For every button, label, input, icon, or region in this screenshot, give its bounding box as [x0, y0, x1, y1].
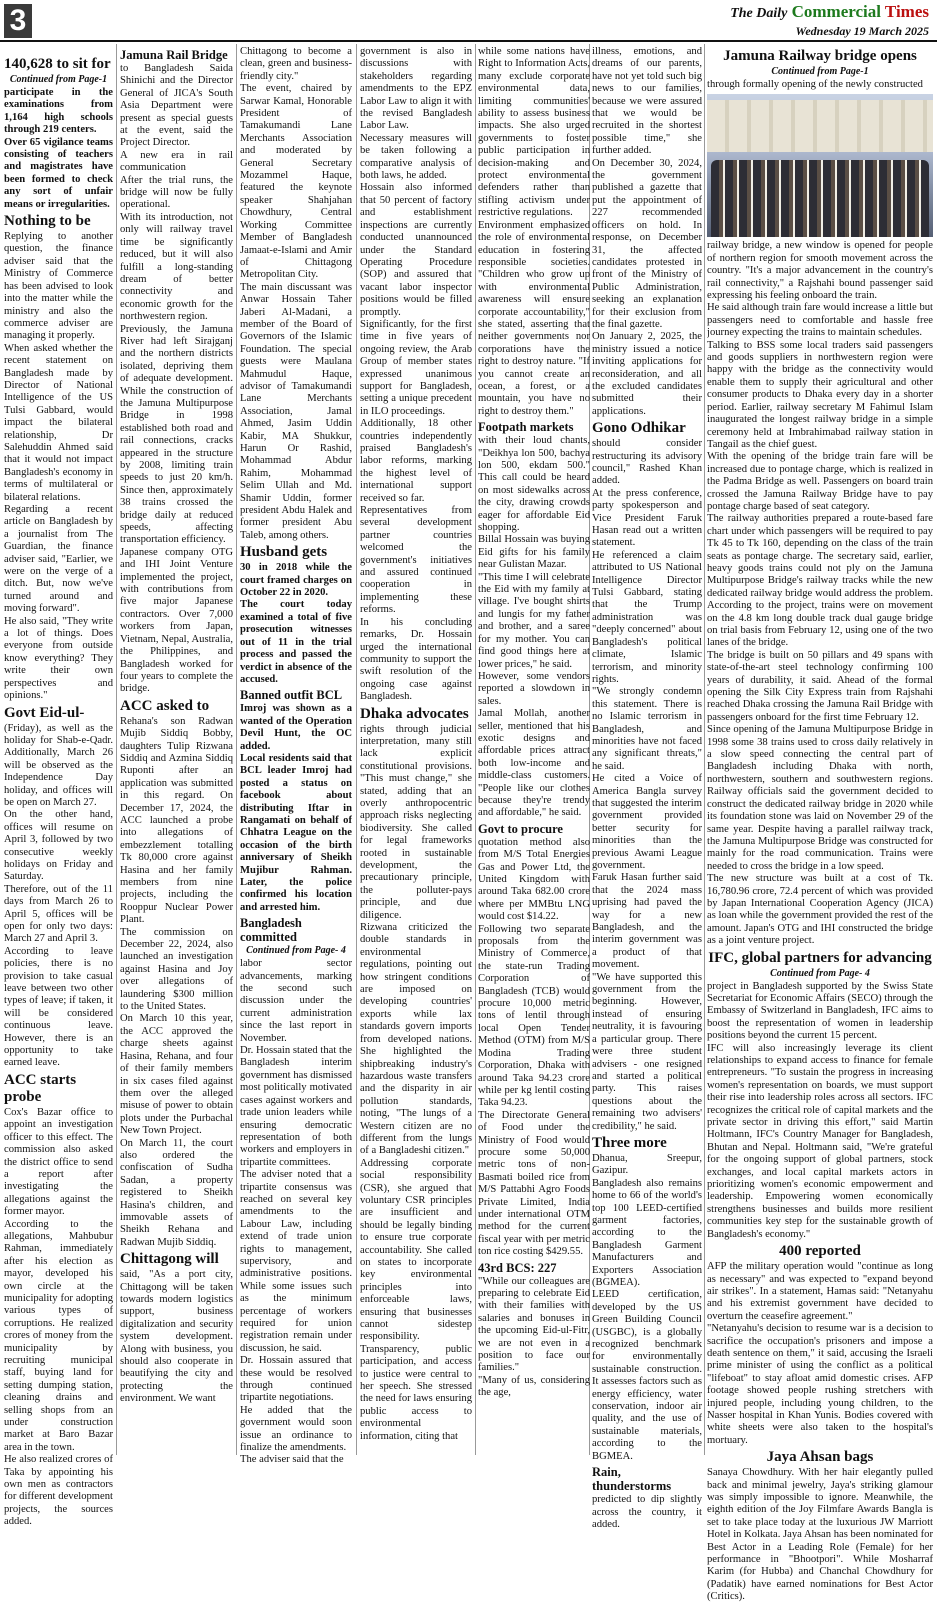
article-paragraph: The adviser noted that a tripartite consensus was reached on several key amendments to the Labour Law, including extend of trade union rights to management, supervisory, and administrative positions. While some issues such as the minimum percentage of workers required for union registration remain under discussion, he said.	[240, 1169, 352, 1354]
article-paragraph: Chittagong to become a clean, green and business-friendly city."	[240, 46, 352, 82]
headline: ACC asked to	[120, 697, 210, 714]
article-paragraph: should consider restructuring its advisory council," Rashed Khan added.	[592, 438, 702, 487]
news-column-2	[120, 46, 233, 1406]
article-paragraph: "This time I will celebrate the Eid with my family at village. I've bought shirts and lungis for my father and brother, and a saree for my mother. You can find good things here at lower prices," he said.	[478, 571, 590, 670]
article-paragraph: The bridge is built on 50 pillars and 49 spans with state-of-the-art steel technology confirming 100 years of durability, it said. Ahead of the formal opening the Silk City Express train from Rajshahi reached Dhaka crossing the Jamuna Rail Bridge with passengers onboard for the first time February 12.	[707, 649, 933, 723]
article-paragraph: to Bangladesh Saida Shinichi and the Director General of JICA's South Asia Department were present as special guests at the event, said the Project Director.	[120, 63, 233, 149]
article-paragraph: Necessary measures will be taken following a comparative analysis of both laws, he added.	[360, 132, 472, 182]
brand-times: Times	[884, 2, 929, 21]
article-paragraph: Over 65 vigilance teams consisting of teachers and magistrates have been formed to check any sort of unfair means or irregularities.	[4, 136, 113, 210]
article-paragraph: Transparency, public participation, and access to justice were central to her speech. She stressed the need for laws ensuring public access to environmental information, citing that	[360, 1343, 472, 1442]
article-paragraph: rights through judicial interpretation, many still lack explicit constitutional provisions. "This must change," she stated, adding that an overly anthropocentric approach risks neglecting biodiversity. She called for legal frameworks rooted in sustainable development, the precautionary principle, the polluter-pays principle, and due diligence.	[360, 723, 472, 921]
headline: Footpath markets	[478, 420, 574, 435]
article-paragraph: With its introduction, not only will railway travel time be significantly reduced, but it will also fulfill a long-standing dream of better connectivity and economic growth for the northwestern region.	[120, 211, 233, 323]
article-paragraph: "While our colleagues are preparing to celebrate Eid with their families with salaries and bonuses in the upcoming Eid-ul-Fitr, we are not even in a position to face our families."	[478, 1275, 590, 1374]
article-paragraph: Imroj was shown as a wanted of the Operation Devil Hunt, the OC added.	[240, 703, 352, 752]
article-paragraph: Rehana's son Radwan Mujib Siddiq Bobby, daughters Tulip Rizwana Siddiq and Azmina Siddiq Ruponti after an application was submitted in this regard. On December 17, 2024, the ACC launched a probe into allegations of embezzlement totalling Tk 80,000 crore against Hasina and her family members from nine projects, including the Rooppur Nuclear Power Plant.	[120, 715, 233, 926]
article-paragraph: Significantly, for the first time in five years of ongoing review, the Arab Group of member states expressed unanimous support for Bangladesh, setting a unique precedent in ILO proceedings.	[360, 318, 472, 417]
column-divider	[236, 44, 237, 1455]
article-paragraph: He said although train fare would increase a little but passengers need to comfortable and hassle free journey expecting the trains to maintain schedules.	[707, 302, 933, 339]
article-paragraph: He added that the government would soon issue an ordinance to finalize the amendments.	[240, 1404, 352, 1454]
article-paragraph: The main discussant was Anwar Hossain Taher Jaberi Al-Madani, a member of the Board of Governors of the Islamic Foundation. The special guests were Maulana Mahmudul Haque, advisor of Tamakumandi Lane Merchants Association, Jamal Ahmed, Jasim Uddin Kabir, MA Shukkur, Harun Or Rashid, Mohammad Abdur Rahim, Mohammad Selim Ullah and Md. Shamir Uddin, former president Abdu Halek and former president Abu Taleb, among others.	[240, 281, 352, 541]
article-paragraph: (Friday), as well as the holiday for Shab-e-Qadr. Additionally, March 26 will be observed as the Independence Day holiday, and offices will be open on March 27.	[4, 722, 113, 808]
article-paragraph: through formally opening of the newly constructed	[707, 79, 923, 90]
article-paragraph: Jamal Mollah, another seller, mentioned that his exotic designs and affordable prices attract both low-income and middle-class customers. "People like our clothes because they're trendy and affordable," he said.	[478, 708, 590, 819]
column-divider	[475, 44, 476, 1455]
header-rule	[0, 40, 937, 42]
headline: IFC, global partners for advancing	[708, 949, 932, 966]
article-paragraph: Hossain also informed that 50 percent of factory and establishment inspections are currently conducted unannounced under the Standard Operating Procedure (SOP) and assured that vacant labor inspector positions would be filled promptly.	[360, 182, 472, 318]
headline: Husband gets	[240, 544, 328, 561]
news-column-7	[707, 46, 933, 1604]
article-paragraph: When asked whether the recent statement on Bangladesh made by Director of National Intelligence of the US Tulsi Gabbard, would impact the bilateral relationship, Dr Salehuddin Ahmed said that it would not impact Bangladesh's economy in terms of multilateral or bilateral relations.	[4, 342, 113, 503]
headline: Jamuna Railway bridge opens	[723, 48, 917, 64]
article-paragraph: Talking to BSS some local traders said passengers and goods suppliers in northwestern region were happy with the bridge as the connectivity would enable them to supply their agricultural and other consumer products to Dhaka every day in a shorter period. Earlier, railway secretary M Fahimul Islam inaugurated the longest railway bridge in a simple ceremony held at Imbrahimabad railway station in Tangail as the chief guest.	[707, 339, 933, 450]
article-paragraph: At the press conference, party spokesperson and Vice President Faruk Hasan read out a written statement.	[592, 487, 702, 549]
article-paragraph: Sanaya Chowdhury. With her hair elegantly pulled back and minimal jewelry, Jaya's striking glamour was simply impossible to ignore. Meanwhile, the eighth edition of the Joy Filmfare Awards Bangla is set to take place today at the luxurious JW Marriott Hotel in Kolkata. Jaya Ahsan has been nominated for Best Actor in a Leading Role (Female) for her performance in "Bhootpori". While Mosharraf Karim (for Hubba) and Chanchal Chowdhury for (Padatik) have earned nominations for Best Actor (Critics).	[707, 1467, 933, 1603]
article-paragraph: 30 in 2018 while the court framed charges on October 22 in 2020.	[240, 562, 352, 599]
article-paragraph: said, "As a port city, Chittagong will be taken towards modern logistics support, business digitalization and security system development. Along with business, you should also cooperate in beautifying the city and protecting the environment. We want	[120, 1269, 233, 1405]
article-paragraph: while some nations have Right to Information Acts, many exclude corporate environmental data, limiting communities' ability to assess business impacts. She also urged governments to foster public participation in decision-making and protect environmental defenders rather than stifling activism under restrictive regulations.	[478, 46, 590, 219]
article-paragraph: After the trial runs, the bridge will now be fully operational.	[120, 174, 233, 211]
article-paragraph: illness, emotions, and dreams of our parents, have not yet told such big news to our families, because we were assured that we would be recruited in the shortest possible time," she further added.	[592, 46, 702, 157]
article-paragraph: labor sector advancements, marking the second such discussion under the current administration since the last report in November.	[240, 958, 352, 1044]
news-column-3	[240, 46, 352, 1467]
article-paragraph: The adviser said that the	[240, 1454, 344, 1466]
article-paragraph: Japanese company OTG and IHI Joint Venture implemented the project, with contributions from five major Japanese contractors. Over 7,000 workers from Japan, Vietnam, Nepal, Australia, the Philippines, and Bangladesh worked for four years to complete the bridge.	[120, 546, 233, 695]
article-paragraph: In his concluding remarks, Dr. Hossain urged the international community to support the swift resolution of the ongoing case against Bangladesh.	[360, 616, 472, 703]
continued-from-note: Continued from Page-1	[9, 74, 108, 85]
headline: Nothing to be	[4, 213, 91, 230]
column-divider	[116, 44, 117, 1455]
article-paragraph: He referenced a claim attributed to US National Intelligence Director Tulsi Gabbard, stating that the Trump administration was "deeply concerned" about Bangladesh's political climate, Islamic terrorism, and minority rights.	[592, 549, 702, 685]
article-paragraph: He cited a Voice of America Bangla survey that suggested the interim government provided better security for minorities than the previous Awami League government.	[592, 773, 702, 871]
column-divider	[704, 44, 705, 1455]
article-paragraph: "Many of us, considering the age,	[478, 1374, 590, 1399]
continued-from-note: Continued from Page- 4	[770, 967, 870, 979]
newspaper-brand	[730, 2, 929, 24]
continued-from-note: Continued from Page-1	[771, 66, 869, 77]
article-paragraph: "Netanyahu's decision to resume war is a decision to sacrifice the occupation's prisoners and impose a death sentence on them," it said, accusing the Israeli prime minister of using the conflict as a political "lifeboat" to stay afloat amid domestic crises. AFP footage showed people rushing stretchers with injured people, including young children, to the Nasser hospital in Khan Yunis. Bodies covered with white sheets were also taken to the hospital's mortuary.	[707, 1323, 933, 1446]
article-paragraph: Dhanua, Sreepur, Gazipur.	[592, 1152, 702, 1177]
article-paragraph: Addressing corporate social responsibility (CSR), she argued that voluntary CSR principles are insufficient and should be legally binding to ensure true corporate accountability. She called on states to incorporate key environmental principles into enforceable laws, ensuring that businesses cannot sidestep responsibility.	[360, 1157, 472, 1343]
news-column-6	[592, 46, 702, 1531]
article-paragraph: Following two separate proposals from the Ministry of Commerce, the state-run Trading Corporation of Bangladesh (TCB) would procure 10,000 metric tons of lentil through local Open Tender Method (OTM) from M/S Modina Trading Corporation, Dhaka with around Taka 94.23 crore while per kg lentil costing Taka 94.23.	[478, 923, 590, 1109]
headline: Gono Odhikar	[592, 420, 686, 437]
headline: Three more	[592, 1134, 667, 1151]
headline: 400 reported	[779, 1243, 861, 1260]
headline: Govt to procure	[478, 821, 563, 836]
headline: Banned outfit BCL	[240, 688, 343, 703]
article-paragraph: With the opening of the bridge train fare will be increased due to pontage charge, which is realized in the Padma Bridge as well. Passengers on board train crossed the Jamuna Railway Bridge have to pay pontage charge based of seat category.	[707, 451, 933, 512]
bridge-inauguration-photo	[707, 94, 933, 237]
article-paragraph: He also realized crores of Taka by appointing his own men as contractors for different development projects, the sources added.	[4, 1454, 113, 1528]
article-paragraph: Additionally, 18 other countries independently praised Bangladesh's labor reforms, marking the highest level of international support received so far.	[360, 418, 472, 504]
article-paragraph: According to the allegations, Mahbubur Rahman, immediately after his election as mayor, developed his own circle at the municipality for adopting various types of corruptions. He realized crores of money from the municipality by recruiting municipal staff, buying land for setting dumping station, cleaning drains and selling shops from an under construction market at Baro Bazar area in the town.	[4, 1218, 113, 1453]
article-paragraph: The railway authorities prepared a route-based fare chart under which passengers will be required to pay Tk 45 to Tk 160, depending on the class of the train seats as pontage charge. The secretary said, earlier, heavy goods trains could not ply on the Jamuna Multipurpose Bridge's railway tracks while the new dedicated railway bridge would address the problem. According to the project, trains were on movement on the 4.8 km long double track dual gauge bridge on trial basis from February 12, using one of the two lanes of the bridge.	[707, 513, 933, 649]
article-paragraph: According to leave policies, there is no provision to take casual leave between two other types of leave; if taken, it will be considered continuous leave. However, there is an opportunity to take earned leave.	[4, 945, 113, 1069]
brand-the: The Daily	[730, 6, 788, 21]
article-paragraph: Rizwana criticized the double standards in environmental regulations, pointing out how stringent conditions are imposed on developing countries' exports while lax standards govern imports from developed nations. She highlighted the shipbreaking industry's hazardous waste transfers and the disparity in air pollution standards, noting, "The lungs of a Western citizen are no different from the lungs of a Bangladeshi citizen."	[360, 922, 472, 1157]
headline: ACC starts probe	[4, 1071, 77, 1105]
article-paragraph: "We strongly condemn this statement. There is no Islamic terrorism in Bangladesh, and minorities have not faced any significant threats," he said.	[592, 686, 702, 772]
article-paragraph: quotation method also from M/S Total Energies Gas and Power Ltd, the United Kingdom with around Taka 682.00 crore where per MMBtu LNG would cost $14.22.	[478, 836, 590, 923]
article-paragraph: "We have supported this government from the beginning. However, instead of ensuring neutrality, it is favouring a particular group. There were three student advisers - one resigned and started a political party. This raises questions about the remaining two advisers' credibility," he said.	[592, 971, 702, 1132]
brand-commercial: Commercial	[791, 2, 881, 21]
article-paragraph: Since opening of the Jamuna Multipurpose Bridge in 1998 some 38 trains used to cross daily relatively in a slow speed connecting the central part of Bangladesh including Dhaka with north, northwestern, southern and southwestern regions. Railway officials said the government decided to construct the dedicated railway bridge in 2020 while its foundation stone was laid on November 29 of the same year. Despite having a parallel railway track, the Jamuna Multipurpose Bridge was constructed for mainly for the road communication. Trains were needed to cross the bridge in a low speed.	[707, 724, 933, 872]
article-paragraph: Dr. Hossain stated that the Bangladesh interim government has dismissed most politically motivated cases against workers and trade union leaders while ensuring democratic representation of both workers and employers in tripartite committees.	[240, 1045, 352, 1168]
news-column-1	[4, 54, 113, 1529]
article-paragraph: Bangladesh also remains home to 66 of the world's top 100 LEED-certified garment factories, according to the Bangladesh Garment Manufacturers and Exporters Association (BGMEA).	[592, 1177, 702, 1288]
headline: Chittagong will	[120, 1251, 219, 1268]
news-column-4	[360, 46, 472, 1443]
headline: 43rd BCS: 227	[478, 1260, 557, 1275]
article-paragraph: A new era in rail communication	[120, 149, 233, 174]
article-paragraph: The Directorate General of Food under the Ministry of Food would procure some 50,000 metric tons of non-Basmati boiled rice from M/S Pattabhi Agro Foods Private Limited, India under international OTM method for the current fiscal year with per metric ton rice costing $429.55.	[478, 1109, 590, 1258]
article-paragraph: On March 11, the court also ordered the confiscation of Sudha Sadan, a property registered to Sheikh Hasina's children, and immovable assets of Sheikh Rehana and Radwan Mujib Siddiq.	[120, 1137, 233, 1248]
article-paragraph: Therefore, out of the 11 days from March 26 to April 5, offices will be open for only two days: March 27 and April 3.	[4, 883, 113, 945]
article-paragraph: Representatives from several development partner countries welcomed the government's initiatives and assured continued cooperation in implementing these reforms.	[360, 505, 472, 616]
headline: Govt Eid-ul-	[4, 704, 85, 721]
news-column-5	[478, 46, 590, 1400]
issue-date: Wednesday 19 March 2025	[795, 24, 929, 38]
article-paragraph: Cox's Bazar office to appoint an investigation officer to this effect. The commission also asked the district office to send a report after investigating the allegations against the former mayor.	[4, 1106, 113, 1218]
article-paragraph: On December 30, 2024, the government published a gazette that put the appointment of 227 recommended officers on hold. In response, on December 31, the affected candidates protested in front of the Ministry of Public Administration, seeking an explanation for their exclusion from the final gazette.	[592, 157, 702, 330]
headline: Jaya Ahsan bags	[766, 1449, 874, 1466]
article-paragraph: However, some vendors reported a slowdown in sales.	[478, 670, 590, 707]
article-paragraph: railway bridge, a new window is opened for people of northern region for smooth movement across the country. "It's a major advancement in the country's rail connectivity," a Rajshahi bound passenger said expressing his feeling onboard the train.	[707, 240, 933, 302]
article-paragraph: Previously, the Jamuna River had left Sirajganj and the northern districts isolated, depriving them of adequate development. While the construction of the Jamuna Multipurpose Bridge in 1998 established both road and rail connections, cracks appeared in the structure by 2008, limiting train speeds to just 20 km/h. Since then, approximately 38 trains crossed the bridge daily at reduced speeds, affecting transportation efficiency.	[120, 323, 233, 546]
headline: Jamuna Rail Bridge	[120, 48, 228, 62]
article-paragraph: Billal Hossain was buying Eid gifts for his family near Gulistan Mazar.	[478, 534, 590, 571]
headline: 140,628 to sit for	[4, 56, 111, 72]
headline: Rain, thunderstorms	[592, 1465, 672, 1494]
article-paragraph: LEED certification, developed by the US Green Building Council (USGBC), is a globally recognized benchmark for environmentally sustainable construction. It assesses factors such as energy efficiency, water conservation, indoor air quality, and the use of sustainable materials, according to the BGMEA.	[592, 1289, 702, 1462]
article-paragraph: The event, chaired by Sarwar Kamal, Honorable President of Tamakumandi Lane Merchants Association and moderated by General Secretary Mozammel Haque, featured the keynote speaker Shahjahan Chowdhury, Central Working Committee Member of Bangladesh Jamaat-e-Islami and Amir of Chittagong Metropolitan City.	[240, 83, 352, 281]
article-paragraph: IFC will also increasingly leverage its client relationships to expand access to finance for female entrepreneurs. "To sustain the progress in increasing women's representation on boards, we must support their rise into leadership roles across all sectors. IFC recognizes the critical role of capital markets and the private sector in driving this effort," said Martin Holtmann, IFC's Country Manager for Bangladesh, Bhutan and Nepal. Holtmann said, "We're grateful for the ongoing support of global partners, stock exchanges, and local capital markets actors in prioritizing women's economic empowerment and leadership. Empowering women economically strengthens businesses and builds more resilient communities key step for the sustainable growth of Bangladesh's economy."	[707, 1042, 933, 1240]
article-paragraph: AFP the military operation would "continue as long as necessary" and was expected to "expand beyond air strikes". In a statement, Hamas said: "Netanyahu and his extremist government have decided to overturn the ceasefire agreement."	[707, 1261, 933, 1322]
continued-from-note: Continued from Page- 4	[246, 945, 346, 957]
headline: Dhaka advocates	[360, 705, 469, 722]
article-paragraph: The court today examined a total of five prosecution witnesses out of 11 in the trial process and passed the verdict in absence of the accused.	[240, 599, 352, 685]
article-paragraph: On March 10 this year, the ACC approved the charge sheets against Hasina, Rehana, and four of their family members in six cases filed against them over the alleged misuse of power to obtain plots under the Purbachal New Town Project.	[120, 1013, 233, 1137]
article-paragraph: project in Bangladesh supported by the Swiss State Secretariat for Economic Affairs (SECO) through the Embassy of Switzerland in Bangladesh, IFC aims to boost the representation of women in leadership positions beyond the current 15 percent.	[707, 980, 933, 1042]
article-paragraph: He also said, "They write a lot of things. Does everyone from outside know everything? They write their own perspectives and opinions."	[4, 615, 113, 702]
article-paragraph: Faruk Hasan further said that the 2024 mass uprising had paved the way for a new Bangladesh, and the interim government was a product of that movement.	[592, 872, 702, 971]
article-paragraph: On the other hand, offices will resume on April 3, followed by two consecutive weekly holidays on Friday and Saturday.	[4, 809, 113, 883]
column-divider	[356, 44, 357, 1455]
article-paragraph: The new structure was built at a cost of Tk. 16,780.96 crore, 72.4 percent of which was provided by Japan International Cooperation Agency (JICA) as loan while the government provided the rest of the amount. Japan's OTG and IHI constructed the bridge as a joint venture project.	[707, 873, 933, 947]
article-paragraph: Replying to another question, the finance adviser said that the Ministry of Commerce has been advised to look into the matter while the ministry and also the commerce adviser are managing it properly.	[4, 231, 113, 342]
article-paragraph: The commission on December 22, 2024, also launched an investigation against Hasina and Joy over allegations of laundering $300 million to the United States.	[120, 926, 233, 1013]
article-paragraph: predicted to dip slightly across the country, it added.	[592, 1494, 702, 1530]
article-paragraph: On January 2, 2025, the ministry issued a notice inviting applications for reconsideration, and all the excluded candidates submitted their applications.	[592, 331, 702, 417]
article-paragraph: with their loud chants, "Deikhya lon 500, bachya lon 500, ekdam 500." This call could be heard on most sidewalks across the city, drawing crowds eager for affordable Eid shopping.	[478, 435, 590, 534]
page-number: 3	[4, 4, 32, 38]
headline: Bangladesh committed	[240, 916, 302, 945]
masthead	[730, 2, 929, 38]
article-paragraph: participate in the examinations from 1,164 high schools through 219 centers.	[4, 87, 113, 136]
article-paragraph: government is also in discussions with stakeholders regarding amendments to the EPZ Labor Law to align it with the revised Bangladesh Labor Law.	[360, 46, 472, 132]
article-paragraph: Environment emphasized the role of environmental education in fostering responsible societies. "Children who grow up with environmental awareness will ensure corporate accountability," she stated, asserting that neither governments nor corporations have the right to destroy nature. "If you cannot create an ocean, a forest, or a mountain, you have no right to destroy them."	[478, 219, 590, 417]
article-paragraph: Dr. Hossain assured that these would be resolved through continued tripartite negotiations.	[240, 1355, 352, 1404]
article-paragraph: Regarding a recent article on Bangladesh by a journalist from The Guardian, the finance adviser said, "Earlier, we were on the verge of a ditch. But, now we've turned around and moving forward".	[4, 504, 113, 615]
article-paragraph: Local residents said that BCL leader Imroj had posted a status on facebook about distributing Iftar in Rangamati on behalf of Chhatra League on the occasion of the birth anniversary of Sheikh Mujibur Rahman. Later, the police confirmed his location and arrested him.	[240, 752, 352, 913]
